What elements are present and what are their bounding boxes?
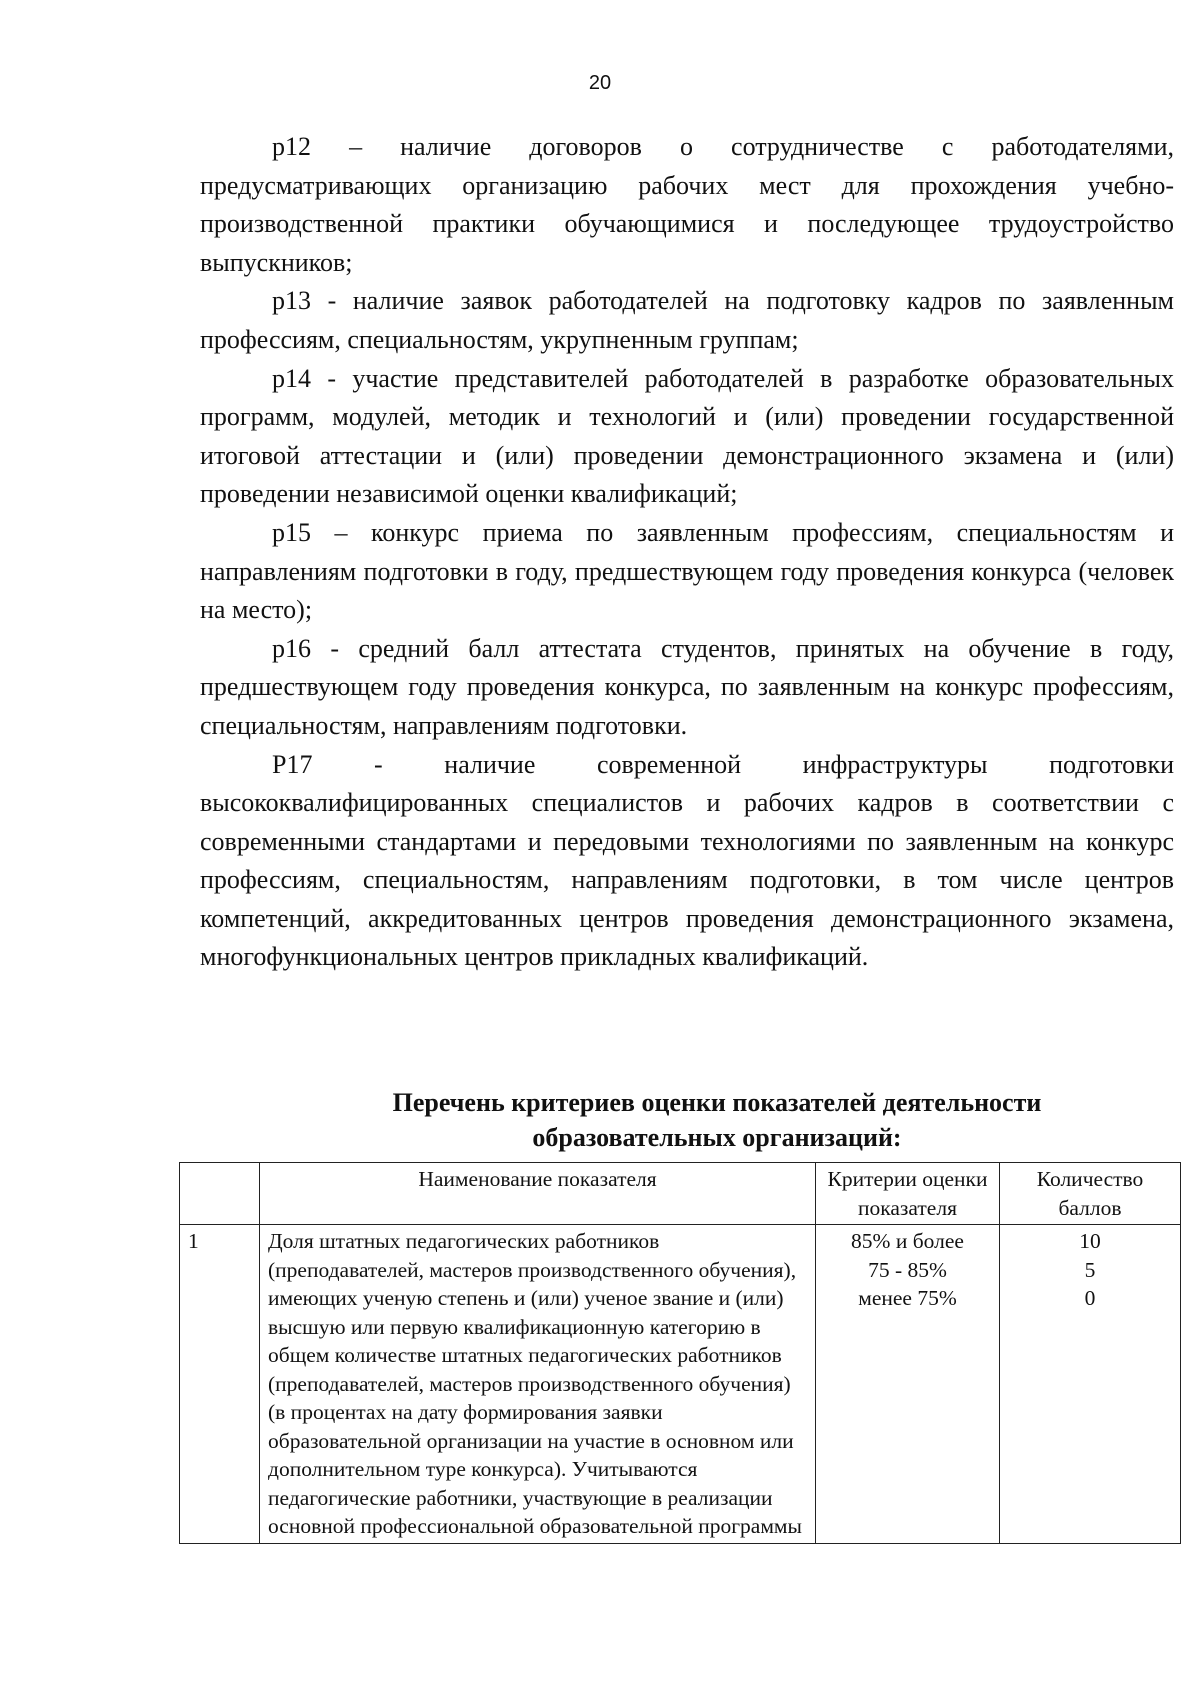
table-title-line-1: Перечень критериев оценки показателей деятельности xyxy=(392,1088,1042,1117)
header-indicator-name: Наименование показателя xyxy=(260,1163,816,1225)
paragraph-p17: P17 - наличие современной инфраструктуры подготовки высококвалифицированных специалистов и рабочих кадров в соответствии с современными стандартами и передовыми технологиями по заявленным на конкурс профессиям, специальностям, направлениям подготовки, в том числе центров компетенций, аккредитованных центров проведения демонстрационного экзамена, многофункциональных центров прикладных квалификаций. xyxy=(200,749,1174,972)
points-value: 0 xyxy=(1084,1286,1096,1310)
table-title-line-2: образовательных организаций: xyxy=(532,1123,902,1152)
row-criteria xyxy=(816,1225,1000,1544)
row-description: Доля штатных педагогических работников (преподавателей, мастеров производственного обучения), имеющих ученую степень и (или) ученое звание и (или) высшую или первую квалификационную категорию в общем количестве штатных педагогических работников (преподавателей, мастеров производственного обучения) (в процентах на дату формирования заявки образовательной организации на участие в основном или дополнительном туре конкурса). Учитываются педагогические работники, участвующие в реализации основной профессиональной образовательной программы xyxy=(260,1225,816,1544)
header-number xyxy=(180,1163,260,1225)
table-header-row xyxy=(180,1163,1181,1225)
header-criteria: Критерии оценки показателя xyxy=(816,1163,1000,1225)
body-text xyxy=(200,128,1174,977)
paragraph-p13: p13 - наличие заявок работодателей на подготовку кадров по заявленным профессиям, специальностям, укрупненным группам; xyxy=(200,286,1174,354)
points-value: 10 xyxy=(1079,1229,1101,1253)
criteria-value: менее 75% xyxy=(858,1286,957,1310)
points-value: 5 xyxy=(1084,1257,1096,1282)
page-number: 20 xyxy=(588,72,612,94)
criteria-table xyxy=(179,1162,1181,1544)
row-number: 1 xyxy=(180,1225,260,1544)
paragraph-p15: p15 – конкурс приема по заявленным профессиям, специальностям и направлениям подготовки в году, предшествующем году проведения конкурса (человек на место); xyxy=(200,517,1174,625)
paragraph-p12: p12 – наличие договоров о сотрудничестве с работодателями, предусматривающих организацию рабочих мест для прохождения учебно-производственной практики обучающимися и последующее трудоустройство выпускников; xyxy=(200,132,1174,277)
criteria-value: 85% и более xyxy=(851,1229,964,1253)
criteria-value: 75 - 85% xyxy=(868,1257,947,1282)
row-points xyxy=(1000,1225,1181,1544)
table-title xyxy=(200,1085,1174,1155)
table-row xyxy=(180,1225,1181,1544)
paragraph-p16: p16 - средний балл аттестата студентов, принятых на обучение в году, предшествующем году проведения конкурса, по заявленным на конкурс профессиям, специальностям, направлениям подготовки. xyxy=(200,633,1174,740)
paragraph-p14: p14 - участие представителей работодателей в разработке образовательных программ, модулей, методик и технологий и (или) проведении государственной итоговой аттестации и (или) проведении демонстрационного экзамена и (или) проведении независимой оценки квалификаций; xyxy=(200,363,1174,509)
header-points: Количество баллов xyxy=(1000,1163,1181,1225)
